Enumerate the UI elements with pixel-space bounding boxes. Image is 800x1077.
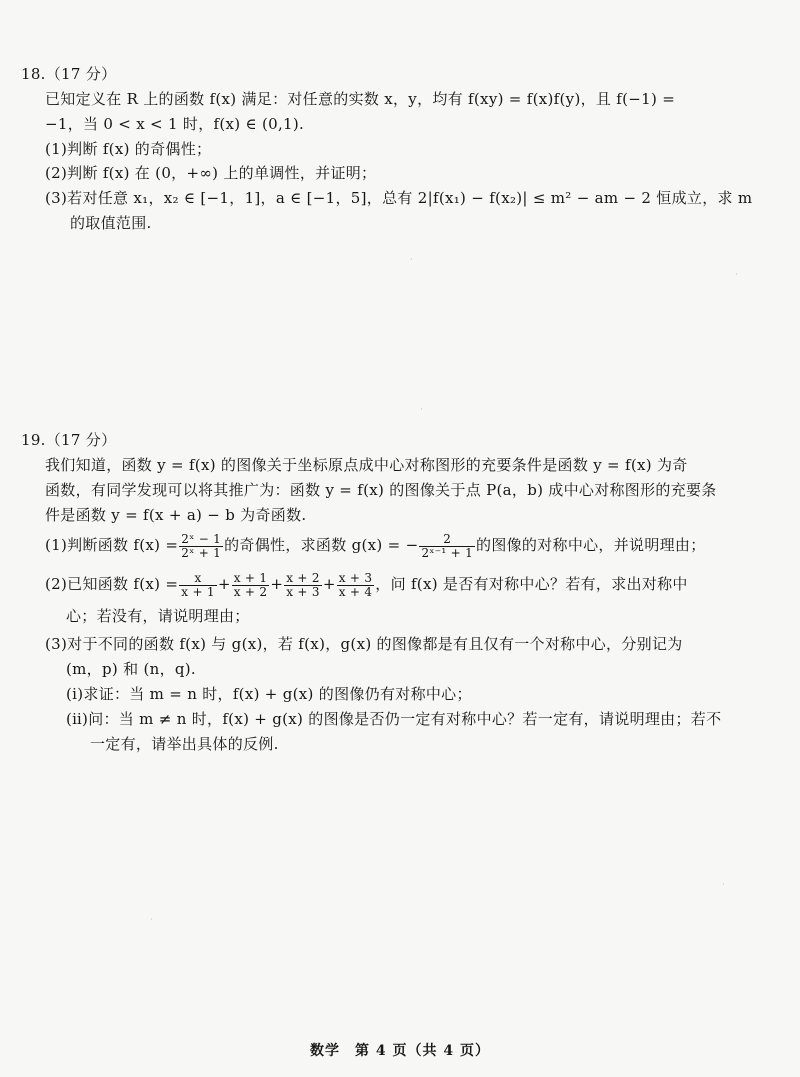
q18-part3-line1: (3)若对任意 x₁，x₂ ∈ [−1，1]，a ∈ [−1，5]，总有 2|f(x₁) − f(x₂)| ≤ m² − am − 2 恒成立，求 m [45,189,753,207]
scan-speck: · [150,915,153,925]
q19-part2-fraction-3 [284,572,322,599]
fraction-denominator: 2ˣ⁻¹ + 1 [421,545,474,560]
q19-part1-suffix: 的图像的对称中心，并说明理由； [476,536,706,554]
fraction-denominator: x + 4 [338,584,373,599]
fraction-numerator: x [179,572,217,586]
q19-part2-fraction-1 [179,572,217,599]
fraction-denominator: x + 2 [233,584,268,599]
q19-part2-line2: 心；若没有，请说明理由； [66,607,250,625]
q19-part2-suffix: ，问 f(x) 是否有对称中心？若有，求出对称中 [375,575,688,593]
q19-part1 [45,530,706,560]
q19-header: 19.（17 分） [21,431,117,449]
q19-part1-g-fraction [419,533,475,560]
fraction-numerator: x + 3 [338,570,373,585]
fraction-numerator: x + 2 [286,570,320,585]
q19-part2-prefix: (2)已知函数 f(x) = [45,575,179,593]
fraction-denominator: 2ˣ + 1 [181,545,222,560]
q19-part1-prefix: (1)判断函数 f(x) = [45,536,179,554]
scan-speck: · [722,880,725,890]
q19-part2-fraction-2 [232,572,270,599]
page-footer: 数学 第 4 页（共 4 页） [310,1043,490,1059]
fraction-denominator: x + 3 [286,584,320,599]
q19-part1-f-fraction [179,533,223,560]
q19-part3-i: (ⅰ)求证：当 m = n 时，f(x) + g(x) 的图像仍有对称中心； [66,685,472,703]
q19-intro-line1: 我们知道，函数 y = f(x) 的图像关于坐标原点成中心对称图形的充要条件是函数 y = f(x) 为奇 [45,456,688,474]
fraction-denominator: x + 1 [181,584,215,599]
q18-header: 18.（17 分） [21,65,117,83]
scan-speck: · [420,405,423,415]
q19-part3-line1: (3)对于不同的函数 f(x) 与 g(x)，若 f(x)，g(x) 的图像都是有且仅有一个对称中心，分别记为 [45,635,683,653]
q19-part3-ii-line2: 一定有，请举出具体的反例. [90,735,279,753]
plus-sign: + [270,575,284,593]
q18-stem-line1: 已知定义在 R 上的函数 f(x) 满足：对任意的实数 x，y，均有 f(xy) = f(x)f(y)，且 f(−1) = [45,90,676,108]
q18-part2: (2)判断 f(x) 在 (0，+∞) 上的单调性，并证明； [45,164,377,182]
fraction-numerator: 2ˣ − 1 [181,531,222,546]
plus-sign: + [217,575,231,593]
q19-part3-ii-line1: (ⅱ)问：当 m ≠ n 时，f(x) + g(x) 的图像是否仍一定有对称中心？若一定有，请说明理由；若不 [66,710,722,728]
fraction-numerator: 2 [419,533,475,547]
q19-intro-line2: 函数，有同学发现可以将其推广为：函数 y = f(x) 的图像关于点 P(a，b) 成中心对称图形的充要条 [45,481,717,499]
q18-part3-line2: 的取值范围. [70,214,152,232]
q19-part3-line2: (m，p) 和 (n，q). [66,660,197,678]
q19-part2-fraction-4 [337,572,375,599]
q18-part1: (1)判断 f(x) 的奇偶性； [45,140,212,158]
q19-part2 [45,569,688,599]
scan-speck: · [410,255,413,265]
q18-stem-line2: −1，当 0 < x < 1 时，f(x) ∈ (0,1). [45,115,305,133]
q19-intro-line3: 件是函数 y = f(x + a) − b 为奇函数. [45,506,307,524]
plus-sign: + [322,575,336,593]
fraction-numerator: x + 1 [233,570,268,585]
scan-speck: · [735,270,738,280]
q19-part1-mid: 的奇偶性，求函数 g(x) = − [224,536,419,554]
